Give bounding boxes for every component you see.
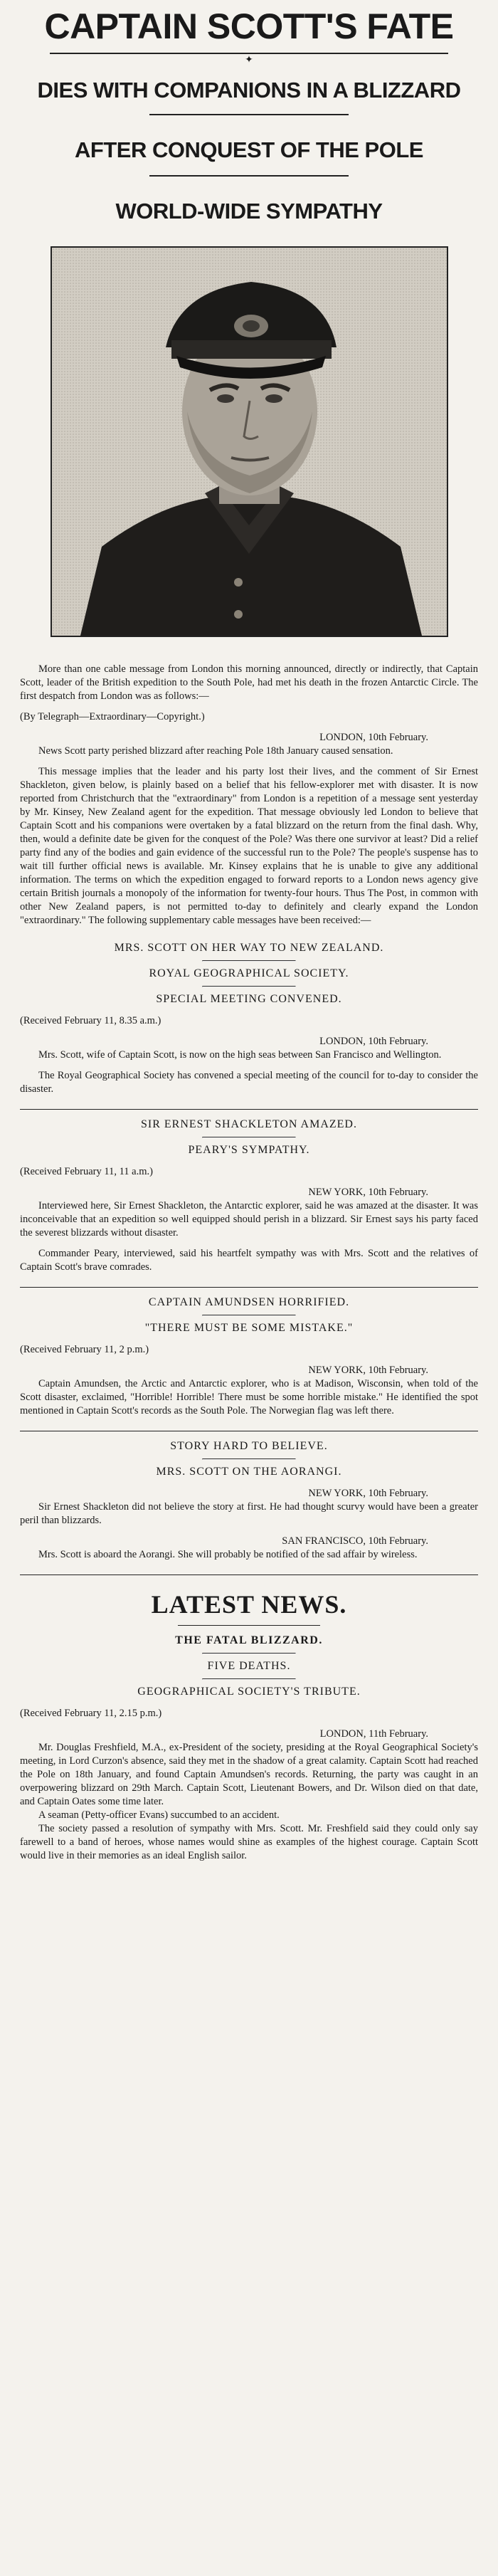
section-mistake: "THERE MUST BE SOME MISTAKE." [144,1322,354,1334]
received-2: (Received February 11, 11 a.m.) [20,1166,153,1177]
section-fatal-blizzard: THE FATAL BLIZZARD. [175,1634,323,1646]
section-aorangi: MRS. SCOTT ON THE AORANGI. [156,1466,342,1478]
mrs-scott-wife-paragraph: Mrs. Scott, wife of Captain Scott, is now on the high seas between San Francisco and Wellington. [38,1049,442,1061]
deck-3: WORLD-WIDE SYMPATHY [115,199,383,224]
section-rgs: ROYAL GEOGRAPHICAL SOCIETY. [149,967,349,979]
section-peary: PEARY'S SYMPATHY. [188,1144,310,1156]
dateline-london-2: LONDON, 10th February. [319,1036,428,1047]
dateline-london-1: LONDON, 10th February. [319,732,428,743]
evans-paragraph: A seaman (Petty-officer Evans) succumbed to an accident. [38,1809,280,1821]
headline: CAPTAIN SCOTT'S FATE [44,6,454,46]
society-resolution-paragraph: The society passed a resolution of sympathy with Mrs. Scott. Mr. Freshfield said they could only say farewell to a band of heroes, whose names would shine as examples of the highest courage. Captain Scott would live in their memories as an ideal English sailor. [20,1823,478,1861]
deck-2: AFTER CONQUEST OF THE POLE [75,137,423,162]
headline-rule [50,53,448,54]
section-rule [202,1653,296,1654]
section-story-hard: STORY HARD TO BELIEVE. [170,1440,328,1452]
captain-scott-portrait [51,246,448,637]
section-amundsen: CAPTAIN AMUNDSEN HORRIFIED. [148,1296,350,1308]
dateline-san-francisco: SAN FRANCISCO, 10th February. [282,1535,428,1547]
shackleton-paragraph-2: Sir Ernest Shackleton did not believe the story at first. He had thought scurvy would have been a greater peril than blizzards. [20,1501,478,1526]
section-rule [202,1458,296,1460]
section-rule [202,1315,296,1316]
section-mrs-scott-nz: MRS. SCOTT ON HER WAY TO NEW ZEALAND. [114,942,384,954]
ornament-star: ✦ [245,55,253,65]
implication-paragraph: This message implies that the leader and his party lost their lives, and the comment of Sir Ernest Shackleton, given below, is plainly based on a belief that his fellow-explorer met with disaster. It is now reported from Christchurch that the "extraordinary" from London is a repetition of a message sent yesterday by Mr. Kinsey, New Zealand agent for the expedition. That message obviously led London to believe that Captain Scott and his companions were overtaken by a fatal blizzard on the return from the final dash. Why, then, would a definite date be given for the conquest of the Pole? Was there one survivor at least? Did a relief party find any of the bodies and gain evidence of the successful run to the Pole? The people's suspense has to wait till further official news is available. Mr. Kinsey explains that he is unable to give any additional information. The terms on which the expedition engaged to forward reports to a London news agency give certain British journals a monopoly of the information for twenty-four hours. Thus The Post, in common with other New Zealand papers, is not permitted to-day to definitely and clearly expand the London "extraordinary." The following supplementary cable messages have been received:— [20,766,478,926]
latest-news-heading: LATEST NEWS. [151,1590,347,1619]
received-1: (Received February 11, 8.35 a.m.) [20,1015,161,1026]
section-rgs-tribute: GEOGRAPHICAL SOCIETY'S TRIBUTE. [137,1686,361,1698]
deck-rule-2 [149,175,349,177]
dateline-london-3: LONDON, 11th February. [319,1728,428,1740]
section-special-meeting: SPECIAL MEETING CONVENED. [156,993,342,1005]
freshfield-paragraph: Mr. Douglas Freshfield, M.A., ex-President of the society, presiding at the Royal Geographical Society's meeting, in Lord Curzon's absence, said they met in the shadow of a great calamity. Captain Scott had reached the Pole on 18th January, and found Captain Amundsen's records. Returning, the party was caught in an overpowering blizzard on 29th March. Captain Scott, Lieutenant Bowers, and Dr. Wilson died on that date, and Captain Oates some time later. [20,1742,478,1807]
received-4: (Received February 11, 2.15 p.m.) [20,1708,162,1719]
mrs-scott-aorangi-paragraph: Mrs. Scott is aboard the Aorangi. She will probably be notified of the sad affair by wireless. [38,1549,418,1560]
shackleton-paragraph-1: Interviewed here, Sir Ernest Shackleton, the Antarctic explorer, said he was amazed at the disaster. It was inconceivable that an expedition so well equipped should perish in a blizzard. Sir Ernest says his party faced the severest blizzards without disaster. [20,1200,478,1239]
section-rule [202,986,296,987]
deck-rule-1 [149,114,349,115]
rgs-convened-paragraph: The Royal Geographical Society has convened a special meeting of the council for to-day to consider the disaster. [20,1070,478,1095]
first-despatch: News Scott party perished blizzard after reaching Pole 18th January caused sensation. [38,745,393,757]
amundsen-paragraph: Captain Amundsen, the Arctic and Antarctic explorer, who is at Madison, Wisconsin, when told of the Scott disaster, exclaimed, "Horrible! Horrible! There must be some horrible mistake." He identified the spot mentioned in Captain Scott's records as the South Pole. The Norwegian flag was left there. [20,1378,478,1416]
portrait-illustration [52,248,447,636]
intro-paragraph: More than one cable message from London this morning announced, directly or indirectly, that Captain Scott, leader of the British expedition to the South Pole, had met his death in the frozen Antarctic Circle. The first despatch from London was as follows:— [20,663,478,702]
dateline-ny-1: NEW YORK, 10th February. [308,1187,428,1198]
received-3: (Received February 11, 2 p.m.) [20,1344,149,1355]
section-five-deaths: FIVE DEATHS. [207,1660,291,1672]
peary-paragraph: Commander Peary, interviewed, said his heartfelt sympathy was with Mrs. Scott and the relatives of Captain Scott's brave comrades. [20,1248,478,1273]
section-rule [202,1678,296,1680]
dateline-ny-3: NEW YORK, 10th February. [308,1488,428,1499]
section-rule [202,1137,296,1138]
section-rule [202,960,296,962]
telegraph-note: (By Telegraph—Extraordinary—Copyright.) [20,711,205,722]
section-shackleton: SIR ERNEST SHACKLETON AMAZED. [141,1118,357,1130]
deck-1: DIES WITH COMPANIONS IN A BLIZZARD [37,78,461,102]
dateline-ny-2: NEW YORK, 10th February. [308,1365,428,1376]
